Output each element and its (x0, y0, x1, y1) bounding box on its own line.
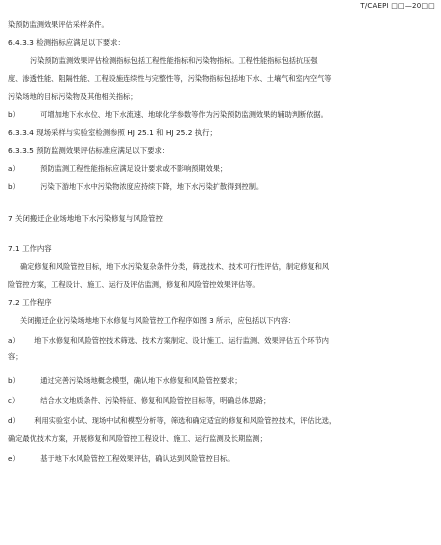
list-item (8, 164, 433, 174)
paragraph-line: 度、渗透性能、阻隔性能、工程设施连续性与完整性等，污染物指标包括地下水、土壤气和室内空气等 (8, 74, 332, 83)
list-marker: b） (8, 182, 20, 191)
list-marker: b） (8, 110, 20, 119)
list-item (8, 182, 433, 192)
list-text: 预防监测工程性能指标应满足设计要求或不影响预期效果； (40, 164, 228, 173)
list-marker: c） (8, 396, 20, 405)
section-heading: 6.3.3.5 预防监测效果评估标准应满足以下要求： (8, 146, 170, 155)
paragraph-line: 确定最优技术方案，开展修复和风险管控工程设计、施工、运行监测及长期监测； (8, 434, 267, 443)
paragraph-line: 污染预防监测效果评估检测指标包括工程性能指标和污染物指标。工程性能指标包括抗压强 (30, 56, 318, 65)
list-marker: e） (8, 454, 20, 463)
section-heading: 7.2 工作程序 (8, 298, 52, 307)
list-text: 通过完善污染场地概念模型，确认地下水修复和风险管控要求； (40, 376, 242, 385)
paragraph-line: 污染场地的目标污染物及其他相关指标； (8, 92, 138, 101)
list-item (8, 376, 433, 386)
list-item (8, 396, 433, 406)
section-heading: 6.4.3.3 检测指标应满足以下要求： (8, 38, 125, 47)
list-item (8, 454, 433, 464)
list-text: 地下水修复和风险管控技术筛选、技术方案制定、设计施工、运行监测、效果评估五个环节内 (34, 336, 329, 345)
list-marker: a） (8, 164, 20, 173)
list-text: 结合水文地质条件、污染特征、修复和风险管控目标等，明确总体思路； (40, 396, 271, 405)
list-text: 污染下游地下水中污染物浓度应持续下降，地下水污染扩散得到控制。 (40, 182, 264, 191)
section-heading: 6.3.3.4 现场采样与实验室检测参照 HJ 25.1 和 HJ 25.2 执行； (8, 128, 217, 137)
list-text: 基于地下水风险管控工程效果评估，确认达到风险管控目标。 (40, 454, 235, 463)
standard-code-header: T/CAEPI □□—20□□ (360, 2, 435, 10)
list-item (8, 336, 433, 346)
list-text: 可增加地下水水位、地下水流速、地球化学参数等作为污染预防监测效果的辅助判断依据。 (40, 110, 328, 119)
list-marker: b） (8, 376, 20, 385)
list-text: 利用实验室小试、现场中试和模型分析等，筛选和确定适宜的修复和风险管控技术，评估比选， (34, 416, 337, 425)
paragraph-line: 容； (8, 352, 23, 361)
list-item (8, 110, 433, 120)
list-item (8, 416, 433, 426)
paragraph-line: 确定修复和风险管控目标，地下水污染复杂条件分类，筛选技术、技术可行性评估，制定修复和风 (20, 262, 330, 271)
list-marker: a） (8, 336, 20, 345)
chapter-heading: 7 关闭搬迁企业场地地下水污染修复与风险管控 (8, 214, 163, 223)
section-heading: 7.1 工作内容 (8, 244, 52, 253)
paragraph-line: 险管控方案，工程设计、施工、运行及评估监测，修复和风险管控效果评估等。 (8, 280, 260, 289)
paragraph-line: 关闭搬迁企业污染场地地下水修复与风险管控工作程序如图 3 所示，应包括以下内容： (20, 316, 296, 325)
list-marker: d） (8, 416, 20, 425)
text-line: 染预防监测效果评估采样条件。 (8, 20, 109, 29)
